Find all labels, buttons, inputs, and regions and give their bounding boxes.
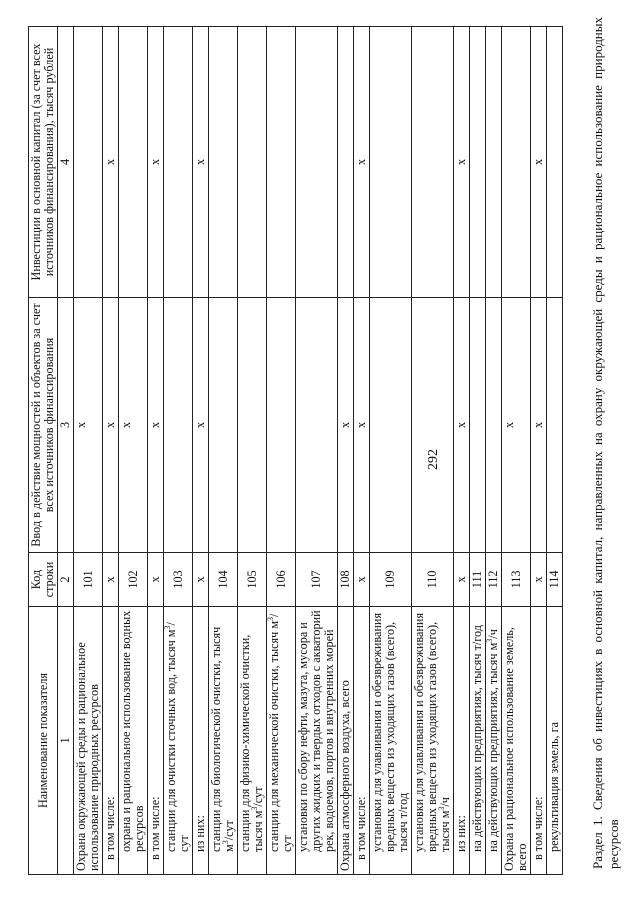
- indicator-text: охрана и рациональное использование водных ресурсов: [119, 610, 146, 852]
- commissioning-cell: [209, 298, 238, 553]
- commissioning-cell: [370, 298, 412, 553]
- indicator-text: из них:: [193, 815, 207, 852]
- row-indicator-name: [531, 607, 547, 875]
- investment-cell: [338, 27, 354, 298]
- indicator-text: на действующих предприятиях, тысяч т/год: [470, 625, 484, 852]
- investment-cell: х: [531, 27, 547, 298]
- commissioning-cell: [412, 298, 454, 553]
- row-code: х: [103, 553, 119, 607]
- investment-cell: х: [103, 27, 119, 298]
- row-code: 108: [338, 553, 354, 607]
- row-indicator-name: [338, 607, 354, 875]
- row-code: 114: [547, 553, 563, 607]
- row-indicator-name: [486, 607, 502, 875]
- row-code: 107: [296, 553, 338, 607]
- commissioning-cell: [296, 298, 338, 553]
- commissioning-cell: [470, 298, 486, 553]
- row-code: 103: [164, 553, 193, 607]
- unit-superscript: 3: [484, 638, 494, 643]
- commissioning-cell: [164, 298, 193, 553]
- row-code: х: [531, 553, 547, 607]
- table-body: [74, 27, 563, 875]
- table-row: [354, 27, 370, 875]
- row-code: 109: [370, 553, 412, 607]
- indicator-text: рекультивация земель, га: [547, 721, 561, 852]
- table-row: [454, 27, 470, 875]
- investment-cell: [502, 27, 531, 298]
- commissioning-cell: х: [531, 298, 547, 553]
- unit-tail: /ч: [438, 797, 452, 807]
- row-indicator-name: [412, 607, 454, 875]
- table-row: [267, 27, 296, 875]
- investment-cell: [296, 27, 338, 298]
- indicator-text: на действующих предприятиях, тысяч м: [486, 642, 500, 852]
- indicator-text: из них:: [454, 815, 468, 852]
- unit-tail: /сут: [267, 613, 294, 852]
- unit-superscript: 3: [436, 806, 446, 811]
- table-row: [296, 27, 338, 875]
- row-code: х: [354, 553, 370, 607]
- table-row: [103, 27, 119, 875]
- table-row: [238, 27, 267, 875]
- row-indicator-name: [209, 607, 238, 875]
- row-code: 113: [502, 553, 531, 607]
- row-indicator-name: [164, 607, 193, 875]
- investment-cell: х: [454, 27, 470, 298]
- row-indicator-name: [103, 607, 119, 875]
- unit-tail: /сут: [222, 820, 236, 841]
- column-number: 4: [58, 27, 74, 298]
- table-row: [547, 27, 563, 875]
- unit-superscript: 3: [162, 625, 172, 630]
- column-number-row: [58, 27, 74, 875]
- investment-cell: [470, 27, 486, 298]
- commissioning-cell: х: [193, 298, 209, 553]
- row-code: 106: [267, 553, 296, 607]
- row-code: х: [454, 553, 470, 607]
- table-row: [486, 27, 502, 875]
- section-title: Раздел 1. Сведения об инвестициях в основной капитал, направленных на охрану окружающей среды и рациональное использование природных ресурсов: [590, 17, 621, 869]
- page-number: 292: [426, 449, 441, 470]
- row-indicator-name: [547, 607, 563, 875]
- header-code: Код строки: [29, 553, 58, 607]
- table-row: [412, 27, 454, 875]
- table-row: [164, 27, 193, 875]
- commissioning-cell: х: [502, 298, 531, 553]
- investment-cell: х: [354, 27, 370, 298]
- commissioning-cell: х: [148, 298, 164, 553]
- table-row: [531, 27, 547, 875]
- row-indicator-name: [370, 607, 412, 875]
- row-indicator-name: [470, 607, 486, 875]
- header-row: [29, 27, 58, 875]
- indicator-text: станции для биологической очистки, тысяч м: [209, 626, 236, 852]
- investment-cell: [164, 27, 193, 298]
- header-investment: Инвестиции в основной капитал (за счет всех источников финансирования), тысяч рублей: [29, 27, 58, 298]
- investment-cell: [267, 27, 296, 298]
- table-row: [370, 27, 412, 875]
- indicator-text: Охрана окружающей среды и рациональное использование природных ресурсов: [74, 642, 101, 871]
- row-code: 112: [486, 553, 502, 607]
- row-code: 110: [412, 553, 454, 607]
- commissioning-cell: х: [454, 298, 470, 553]
- investment-cell: х: [148, 27, 164, 298]
- row-code: 104: [209, 553, 238, 607]
- row-code: х: [148, 553, 164, 607]
- investment-cell: [486, 27, 502, 298]
- table-row: [148, 27, 164, 875]
- table-row: [119, 27, 148, 875]
- commissioning-cell: [238, 298, 267, 553]
- investment-cell: [119, 27, 148, 298]
- indicator-text: станции для физико-химической очистки, тысяч м: [238, 634, 265, 852]
- table-row: [74, 27, 103, 875]
- commissioning-cell: х: [338, 298, 354, 553]
- row-code: 102: [119, 553, 148, 607]
- row-indicator-name: [296, 607, 338, 875]
- unit-tail: /сут: [164, 622, 191, 852]
- commissioning-cell: [547, 298, 563, 553]
- investment-cell: [547, 27, 563, 298]
- unit-superscript: 3: [249, 806, 259, 811]
- row-indicator-name: [454, 607, 470, 875]
- row-indicator-name: [267, 607, 296, 875]
- indicator-text: Охрана атмосферного воздуха, всего: [338, 680, 352, 871]
- column-number: 3: [58, 298, 74, 553]
- indicator-text: установки по сбору нефти, мазута, мусора и других жидких и твердых отходов с акваторий рек, водоемов, портов и внутренних морей: [296, 610, 336, 852]
- commissioning-cell: х: [74, 298, 103, 553]
- indicator-text: Охрана и рациональное использование земель, всего: [502, 627, 529, 871]
- row-indicator-name: [148, 607, 164, 875]
- table-row: [502, 27, 531, 875]
- table-row: [470, 27, 486, 875]
- commissioning-cell: х: [119, 298, 148, 553]
- indicator-text: станции для очистки сточных вод, тысяч м: [164, 629, 178, 852]
- commissioning-cell: [486, 298, 502, 553]
- investment-cell: [238, 27, 267, 298]
- investment-cell: [370, 27, 412, 298]
- unit-tail: /ч: [486, 629, 500, 639]
- unit-superscript: 3: [265, 616, 275, 621]
- investment-table: [28, 26, 563, 875]
- commissioning-cell: х: [103, 298, 119, 553]
- indicator-text: в том числе:: [354, 796, 368, 860]
- indicator-text: установки для улавливания и обезвреживания вредных веществ из уходящих газов (всего), тысяч т/год: [370, 612, 410, 852]
- column-number: 2: [58, 553, 74, 607]
- row-code: 111: [470, 553, 486, 607]
- row-indicator-name: [193, 607, 209, 875]
- table-row: [209, 27, 238, 875]
- header-indicator: Наименование показателя: [29, 607, 58, 875]
- investment-cell: [412, 27, 454, 298]
- table-row: [338, 27, 354, 875]
- investment-cell: х: [193, 27, 209, 298]
- commissioning-cell: х: [354, 298, 370, 553]
- indicator-text: станции для механической очистки, тысяч м: [267, 620, 281, 852]
- investment-cell: [209, 27, 238, 298]
- row-indicator-name: [502, 607, 531, 875]
- unit-tail: /сут: [251, 786, 265, 807]
- row-indicator-name: [119, 607, 148, 875]
- indicator-text: в том числе:: [531, 796, 545, 860]
- row-code: 101: [74, 553, 103, 607]
- column-number: 1: [58, 607, 74, 875]
- commissioning-cell: [267, 298, 296, 553]
- row-code: х: [193, 553, 209, 607]
- row-indicator-name: [74, 607, 103, 875]
- indicator-text: в том числе:: [103, 796, 117, 860]
- investment-cell: [74, 27, 103, 298]
- row-code: 105: [238, 553, 267, 607]
- table-row: [193, 27, 209, 875]
- unit-superscript: 3: [220, 840, 230, 845]
- row-indicator-name: [354, 607, 370, 875]
- indicator-text: установки для улавливания и обезвреживания вредных веществ из уходящих газов (всего), тысяч м: [412, 612, 452, 852]
- indicator-text: в том числе:: [148, 796, 162, 860]
- row-indicator-name: [238, 607, 267, 875]
- header-commissioning: Ввод в действие мощностей и объектов за счет всех источников финансирования: [29, 298, 58, 553]
